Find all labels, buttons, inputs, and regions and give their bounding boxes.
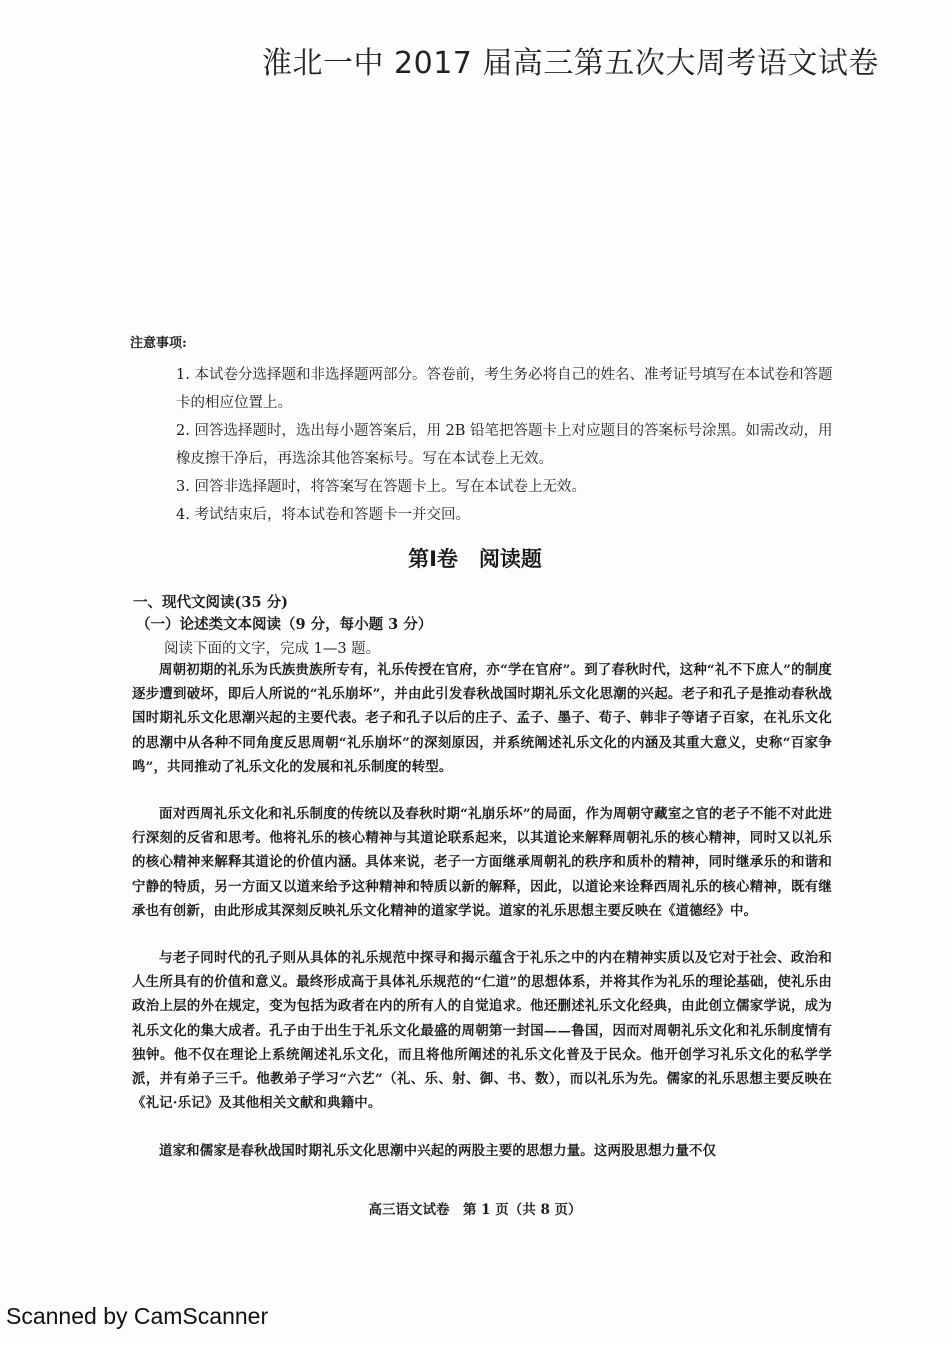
page-footer: 高三语文试卷 第 1 页（共 8 页） <box>368 1202 582 1218</box>
paragraph-1: 周朝初期的礼乐为氏族贵族所专有，礼乐传授在官府，亦“学在官府”。到了春秋时代，这种“礼不下庶人”的制度逐步遭到破坏，即后人所说的“礼乐崩坏”，并由此引发春秋战国时期礼乐文化思潮的兴起。老子和孔子是推动春秋战国时期礼乐文化思潮兴起的主要代表。老子和孔子以后的庄子、孟子、墨子、荀子、韩非子等诸子百家，在礼乐文化的思潮中从各种不同角度反思周朝“礼乐崩坏”的深刻原因，并系统阐述礼乐文化的内涵及其重大意义，史称“百家争鸣”，共同推动了礼乐文化的发展和礼乐制度的转型。 <box>132 662 832 775</box>
notice-item-1: 1. 本试卷分选择题和非选择题两部分。答卷前，考生务必将自己的姓名、准考证号填写在本试卷和答题卡的相应位置上。 <box>176 367 833 411</box>
sub-heading: （一）论述类文本阅读（9 分，每小题 3 分） <box>136 616 433 633</box>
part-heading: 一、现代文阅读(35 分) <box>133 594 288 611</box>
notice-item-2: 2. 回答选择题时，选出每小题答案后，用 2B 铅笔把答题卡上对应题目的答案标号涂黑。如需改动，用橡皮擦干净后，再选涂其他答案标号。写在本试卷上无效。 <box>176 423 833 467</box>
paragraph-3: 与老子同时代的孔子则从具体的礼乐规范中探寻和揭示蕴含于礼乐之中的内在精神实质以及它对于社会、政治和人生所具有的价值和意义。最终形成高于具体礼乐规范的“仁道”的思想体系，并将其作为礼乐的理论基础，使礼乐由政治上层的外在规定，变为包括为政者在内的所有人的自觉追求。他还删述礼乐文化经典，由此创立儒家学说，成为礼乐文化的集大成者。孔子由于出生于礼乐文化最盛的周朝第一封国——鲁国，因而对周朝礼乐文化和礼乐制度情有独钟。他不仅在理论上系统阐述礼乐文化，而且将他所阐述的礼乐文化普及于民众。他开创学习礼乐文化的私学学派，并有弟子三千。他教弟子学习“六艺”（礼、乐、射、御、书、数），而以礼乐为先。儒家的礼乐思想主要反映在《礼记·乐记》及其他相关文献和典籍中。 <box>132 950 832 1112</box>
exam-title: 淮北一中 2017 届高三第五次大周考语文试卷 <box>262 46 879 81</box>
notice-heading: 注意事项: <box>130 336 187 351</box>
section-title: 第Ⅰ卷 阅读题 <box>408 547 542 571</box>
notice-item-4: 4. 考试结束后，将本试卷和答题卡一并交回。 <box>176 507 470 523</box>
notice-item-3: 3. 回答非选择题时，将答案写在答题卡上。写在本试卷上无效。 <box>176 479 586 495</box>
reading-instruction: 阅读下面的文字，完成 1—3 题。 <box>164 641 381 657</box>
scanner-watermark: Scanned by CamScanner <box>6 1303 269 1329</box>
paragraph-2: 面对西周礼乐文化和礼乐制度的传统以及春秋时期“礼崩乐坏”的局面，作为周朝守藏室之官的老子不能不对此进行深刻的反省和思考。他将礼乐的核心精神与其道论联系起来，以其道论来解释周朝礼乐的核心精神，同时又以礼乐的核心精神来解释其道论的价值内涵。具体来说，老子一方面继承周朝礼的秩序和质朴的精神，同时继承乐的和谐和宁静的特质，另一方面又以道来给予这种精神和特质以新的解释，因此，以道论来诠释西周礼乐的核心精神，既有继承也有创新，由此形成其深刻反映礼乐文化精神的道家学说。道家的礼乐思想主要反映在《道德经》中。 <box>132 806 832 919</box>
paragraph-4: 道家和儒家是春秋战国时期礼乐文化思潮中兴起的两股主要的思想力量。这两股思想力量不仅 <box>159 1143 717 1159</box>
